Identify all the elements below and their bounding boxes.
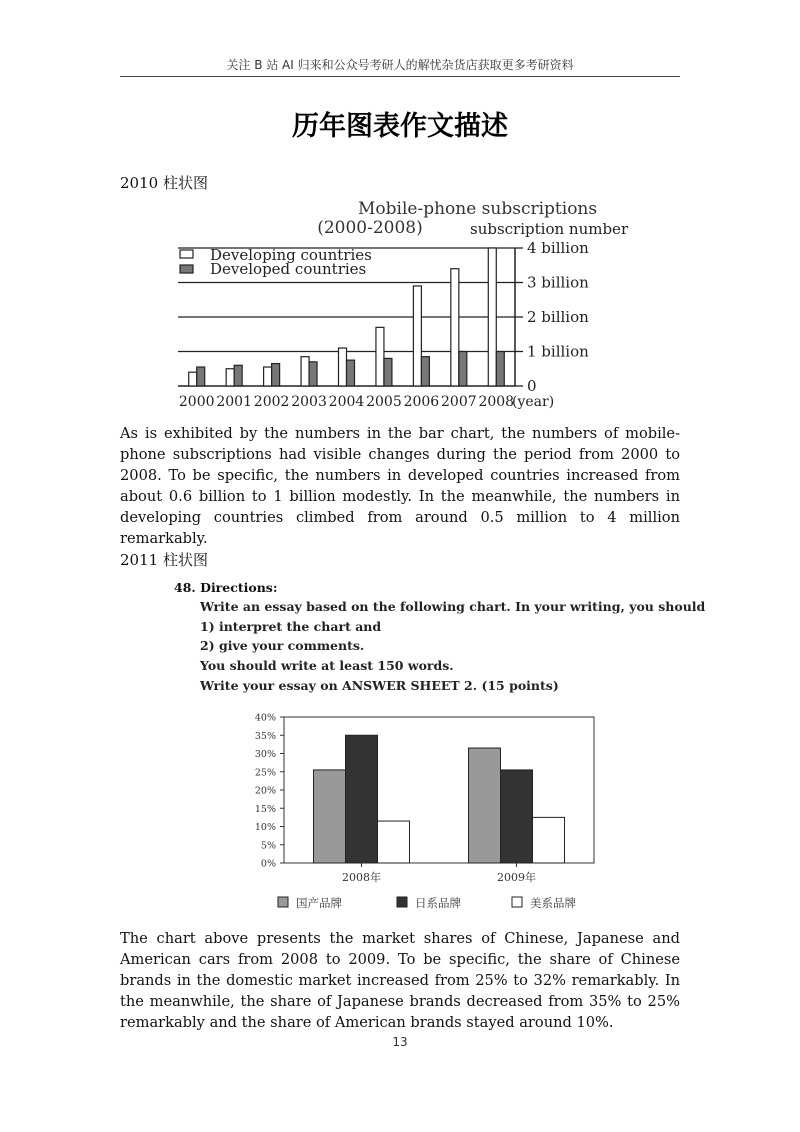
bar xyxy=(314,770,346,863)
y-tick-label: 40% xyxy=(254,712,276,724)
bar xyxy=(309,362,317,386)
directions-line: Write your essay on ANSWER SHEET 2. (15 points) xyxy=(200,678,559,693)
bar xyxy=(496,352,504,387)
bar xyxy=(272,364,280,386)
chart-subtitle: (2000-2008) xyxy=(317,218,423,238)
bar xyxy=(469,748,501,863)
legend-label: 美系品牌 xyxy=(530,896,576,910)
legend-swatch-developing xyxy=(180,250,193,258)
directions-line: You should write at least 150 words. xyxy=(200,658,454,673)
legend-label: 国产品牌 xyxy=(296,896,342,910)
header-divider xyxy=(120,76,680,77)
y-tick-label: 35% xyxy=(254,730,276,742)
bar xyxy=(376,327,384,386)
bar xyxy=(226,369,234,386)
x-tick-label: 2009年 xyxy=(497,871,536,884)
section-heading-2010: 2010 柱状图 xyxy=(120,174,208,192)
bar xyxy=(384,358,392,386)
paragraph-2011: The chart above presents the market shares of Chinese, Japanese and American cars from 2008 to 2009. To be specific, the share of Chinese brands in the domestic market increased from 25% to 32% remarkably. In the meanwhile, the share of Japanese brands decreased from 35% to 25% remarkably and the share of American brands stayed around 10%. xyxy=(120,930,680,1031)
section-heading-2011: 2011 柱状图 xyxy=(120,551,208,569)
bar xyxy=(451,269,459,386)
bar xyxy=(533,817,565,863)
x-tick-label: 2007 xyxy=(441,394,477,410)
chart-2010-mobile-subscriptions xyxy=(120,192,680,414)
x-axis-label: (year) xyxy=(512,394,555,410)
legend-label-developed: Developed countries xyxy=(210,260,367,278)
bar xyxy=(413,286,421,386)
bar xyxy=(501,770,533,863)
x-tick-label: 2008年 xyxy=(342,871,381,884)
page-number: 13 xyxy=(392,1035,408,1049)
bar xyxy=(264,367,272,386)
y-tick-label: 25% xyxy=(254,767,276,779)
y-tick-label: 2 billion xyxy=(527,308,589,326)
directions-title: 48. Directions: xyxy=(174,580,278,595)
chart-legend xyxy=(180,246,372,278)
legend-swatch xyxy=(397,897,407,907)
bar xyxy=(346,735,378,863)
bar xyxy=(189,372,197,386)
bar xyxy=(339,348,347,386)
y-tick-label: 5% xyxy=(260,840,276,852)
y-tick-label: 30% xyxy=(254,749,276,760)
y-tick-label: 0 xyxy=(527,377,537,395)
chart-title: Mobile-phone subscriptions xyxy=(358,199,598,219)
bar xyxy=(488,248,496,386)
figure-2010 xyxy=(120,192,680,414)
bar xyxy=(301,357,309,386)
legend-swatch-developed xyxy=(180,265,193,273)
figure-2011 xyxy=(162,572,706,920)
directions-line: 2) give your comments. xyxy=(200,638,365,653)
y-axis-label: subscription number xyxy=(470,220,629,238)
bar xyxy=(197,367,205,386)
y-tick-label: 1 billion xyxy=(527,342,589,361)
legend-label: 日系品牌 xyxy=(415,896,461,910)
bar xyxy=(234,365,242,386)
y-tick-label: 15% xyxy=(254,803,276,815)
x-tick-label: 2000 xyxy=(178,394,215,410)
y-tick-label: 20% xyxy=(254,785,276,797)
x-tick-label: 2002 xyxy=(253,394,290,410)
x-tick-label: 2004 xyxy=(328,394,365,410)
page-title: 历年图表作文描述 xyxy=(292,111,508,142)
directions-line: Write an essay based on the following chart. In your writing, you should xyxy=(200,599,706,614)
directions-line: 1) interpret the chart and xyxy=(200,619,382,634)
y-tick-label: 4 billion xyxy=(527,239,589,257)
legend-swatch xyxy=(512,897,522,907)
x-tick-label: 2005 xyxy=(366,394,402,410)
y-tick-label: 10% xyxy=(254,822,276,833)
legend-swatch xyxy=(278,897,288,907)
bar xyxy=(459,352,467,387)
bar xyxy=(421,357,429,386)
bar xyxy=(378,821,410,863)
y-tick-label: 3 billion xyxy=(527,273,589,292)
x-tick-label: 2003 xyxy=(291,394,327,410)
legend-label-developing: Developing countries xyxy=(210,246,372,264)
y-tick-label: 0% xyxy=(260,858,276,870)
paragraph-2010: As is exhibited by the numbers in the bar chart, the numbers of mobile-phone subscriptions had visible changes during the period from 2000 to 2008. To be specific, the numbers in developed countries increased from about 0.6 billion to 1 billion modestly. In the meanwhile, the numbers in developing countries climbed from around 0.5 million to 4 million remarkably. xyxy=(120,425,680,547)
bar xyxy=(347,360,355,386)
x-tick-label: 2001 xyxy=(216,394,252,410)
x-tick-label: 2006 xyxy=(403,394,440,410)
chart-2011-car-market-share xyxy=(162,572,706,920)
page-header: 关注 B 站 AI 归来和公众号考研人的解忧杂货店获取更多考研资料 xyxy=(226,58,574,72)
x-tick-label: 2008 xyxy=(478,394,515,410)
